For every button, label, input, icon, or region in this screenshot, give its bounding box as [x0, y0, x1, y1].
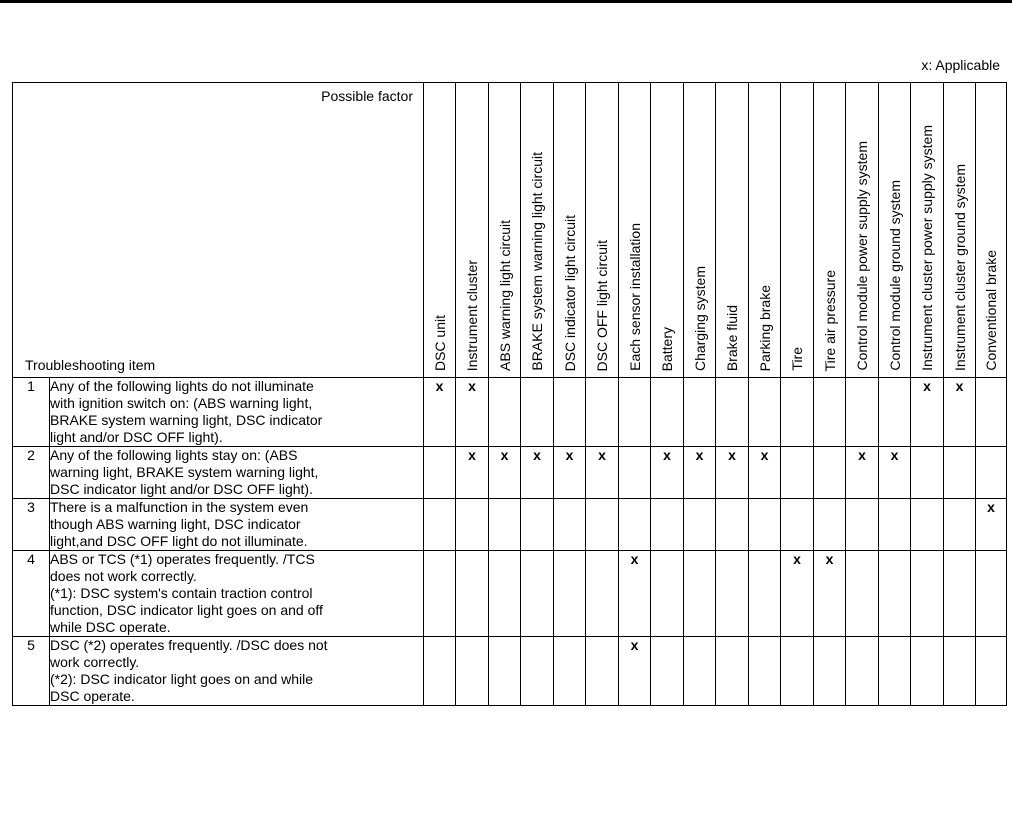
mark-cell: [716, 551, 749, 637]
mark-cell: [586, 447, 619, 499]
applicable-mark: x: [695, 447, 704, 463]
row-description: [50, 447, 424, 499]
mark-cell: [456, 499, 489, 551]
factor-label: Brake fluid: [724, 304, 740, 371]
mark-cell: [521, 378, 554, 447]
mark-cell: [781, 637, 814, 706]
mark-cell: [749, 551, 781, 637]
factor-label: Battery: [659, 326, 675, 371]
mark-cell: [489, 637, 521, 706]
mark-cell: [684, 378, 716, 447]
factor-label: DSC indicator light circuit: [561, 214, 578, 371]
factor-header-4: [554, 83, 586, 378]
mark-cell: [651, 637, 684, 706]
mark-cell: [456, 637, 489, 706]
row-number: 3: [13, 499, 50, 551]
factor-header-6: [619, 83, 651, 378]
mark-cell: [651, 447, 684, 499]
mark-cell: [716, 378, 749, 447]
factor-header-9: [716, 83, 749, 378]
mark-cell: [521, 447, 554, 499]
mark-cell: [814, 447, 846, 499]
factor-header-14: [879, 83, 911, 378]
mark-cell: [619, 447, 651, 499]
mark-cell: [911, 499, 944, 551]
mark-cell: [781, 378, 814, 447]
applicable-mark: x: [500, 447, 509, 463]
mark-cell: [976, 378, 1007, 447]
applicable-mark: x: [533, 447, 541, 463]
mark-cell: [424, 637, 456, 706]
description-line: while DSC operate.: [50, 619, 171, 635]
mark-cell: [456, 551, 489, 637]
mark-cell: [749, 447, 781, 499]
mark-cell: [879, 378, 911, 447]
mark-cell: [944, 637, 976, 706]
description-line: Any of the following lights stay on: (ABS: [50, 447, 298, 463]
factor-label: Control module ground system: [886, 180, 903, 371]
applicable-mark: x: [793, 551, 801, 567]
mark-cell: [846, 447, 879, 499]
factor-label: Instrument cluster: [464, 259, 480, 371]
mark-cell: [911, 378, 944, 447]
mark-cell: [684, 499, 716, 551]
mark-cell: [684, 551, 716, 637]
mark-cell: [781, 551, 814, 637]
mark-cell: [944, 499, 976, 551]
mark-cell: [619, 637, 651, 706]
factor-header-17: [976, 83, 1007, 378]
description-line: work correctly.: [50, 654, 140, 670]
mark-cell: [619, 378, 651, 447]
mark-cell: [879, 637, 911, 706]
mark-cell: [586, 551, 619, 637]
applicable-mark: x: [890, 447, 899, 463]
mark-cell: [456, 447, 489, 499]
mark-cell: [424, 447, 456, 499]
factor-header-13: [846, 83, 879, 378]
mark-cell: [944, 447, 976, 499]
mark-cell: [976, 447, 1007, 499]
mark-cell: [976, 499, 1007, 551]
mark-cell: [684, 447, 716, 499]
description-line: Any of the following lights do not illuminate: [50, 378, 314, 394]
mark-cell: [814, 378, 846, 447]
row-description: [50, 378, 424, 447]
mark-cell: [521, 499, 554, 551]
mark-cell: [586, 637, 619, 706]
description-line: DSC (*2) operates frequently. /DSC does not: [50, 637, 328, 653]
mark-cell: [684, 637, 716, 706]
mark-cell: [554, 637, 586, 706]
factor-header-2: [489, 83, 521, 378]
mark-cell: [586, 499, 619, 551]
applicable-mark: x: [663, 447, 671, 463]
mark-cell: [814, 637, 846, 706]
factor-header-5: [586, 83, 619, 378]
mark-cell: [424, 499, 456, 551]
mark-cell: [619, 499, 651, 551]
mark-cell: [814, 551, 846, 637]
table-row: [13, 499, 1007, 551]
factor-header-16: [944, 83, 976, 378]
troubleshooting-matrix: [12, 82, 1007, 706]
factor-label: ABS warning light circuit: [496, 220, 513, 371]
applicable-mark: x: [858, 447, 866, 463]
mark-cell: [489, 447, 521, 499]
mark-cell: [554, 499, 586, 551]
factor-label: Conventional brake: [983, 250, 999, 371]
row-number: 5: [13, 637, 50, 706]
factor-label: Instrument cluster power supply system: [919, 125, 935, 371]
mark-cell: [619, 551, 651, 637]
mark-cell: [911, 447, 944, 499]
factor-header-3: [521, 83, 554, 378]
applicable-mark: x: [955, 378, 964, 394]
mark-cell: [846, 499, 879, 551]
applicable-mark: x: [598, 447, 606, 463]
table-row: [13, 551, 1007, 637]
factor-label: Instrument cluster ground system: [951, 164, 968, 371]
mark-cell: [489, 499, 521, 551]
factor-label: Control module power supply system: [854, 141, 870, 371]
factor-header-7: [651, 83, 684, 378]
row-description: [50, 637, 424, 706]
description-line: DSC indicator light and/or DSC OFF light).: [50, 481, 313, 497]
applicable-mark: x: [468, 447, 476, 463]
mark-cell: [716, 499, 749, 551]
mark-cell: [749, 637, 781, 706]
possible-factor-label: Possible factor: [321, 88, 413, 104]
mark-cell: [781, 447, 814, 499]
factor-label: Charging system: [691, 265, 708, 371]
description-line: ABS or TCS (*1) operates frequently. /TCS: [50, 551, 315, 567]
mark-cell: [944, 378, 976, 447]
factor-header-0: [424, 83, 456, 378]
factor-header-10: [749, 83, 781, 378]
description-line: BRAKE system warning light, DSC indicator: [50, 412, 323, 428]
factor-label: Each sensor installation: [626, 223, 643, 371]
mark-cell: [879, 499, 911, 551]
mark-cell: [651, 378, 684, 447]
mark-cell: [554, 551, 586, 637]
troubleshooting-item-label: Troubleshooting item: [25, 357, 156, 373]
mark-cell: [521, 637, 554, 706]
mark-cell: [489, 551, 521, 637]
applicable-mark: x: [728, 447, 736, 463]
mark-cell: [879, 551, 911, 637]
table-row: [13, 447, 1007, 499]
factor-header-11: [781, 83, 814, 378]
mark-cell: [846, 637, 879, 706]
description-line: light,and DSC OFF light do not illuminate.: [50, 533, 308, 549]
mark-cell: [749, 499, 781, 551]
row-description: [50, 551, 424, 637]
header-row: [13, 83, 1007, 378]
mark-cell: [521, 551, 554, 637]
description-line: light and/or DSC OFF light).: [50, 429, 223, 445]
description-line: (*1): DSC system's contain traction control: [50, 585, 313, 601]
top-rule: [0, 0, 1012, 3]
description-line: (*2): DSC indicator light goes on and while: [50, 671, 314, 687]
mark-cell: [554, 447, 586, 499]
mark-cell: [716, 637, 749, 706]
factor-header-12: [814, 83, 846, 378]
mark-cell: [424, 378, 456, 447]
factor-label: Parking brake: [756, 284, 773, 371]
mark-cell: [911, 551, 944, 637]
mark-cell: [489, 378, 521, 447]
mark-cell: [846, 378, 879, 447]
applicable-legend: x: Applicable: [921, 57, 1000, 73]
applicable-mark: x: [565, 447, 574, 463]
mark-cell: [911, 637, 944, 706]
mark-cell: [651, 499, 684, 551]
description-line: There is a malfunction in the system even: [50, 499, 309, 515]
mark-cell: [716, 447, 749, 499]
mark-cell: [456, 378, 489, 447]
applicable-mark: x: [435, 378, 444, 394]
table-row: [13, 637, 1007, 706]
factor-header-8: [684, 83, 716, 378]
row-number: 2: [13, 447, 50, 499]
table-row: [13, 378, 1007, 447]
mark-cell: [976, 551, 1007, 637]
mark-cell: [879, 447, 911, 499]
mark-cell: [846, 551, 879, 637]
mark-cell: [586, 378, 619, 447]
applicable-mark: x: [923, 378, 931, 394]
factor-label: DSC OFF light circuit: [594, 239, 610, 371]
applicable-mark: x: [630, 637, 639, 653]
mark-cell: [424, 551, 456, 637]
mark-cell: [749, 378, 781, 447]
mark-cell: [651, 551, 684, 637]
mark-cell: [976, 637, 1007, 706]
factor-header-15: [911, 83, 944, 378]
applicable-mark: x: [825, 551, 834, 567]
factor-label: DSC unit: [431, 314, 448, 371]
description-line: function, DSC indicator light goes on and off: [50, 602, 323, 618]
description-line: warning light, BRAKE system warning light,: [50, 464, 319, 480]
factor-label: BRAKE system warning light circuit: [529, 152, 545, 371]
mark-cell: [554, 378, 586, 447]
applicable-mark: x: [760, 447, 769, 463]
description-line: does not work correctly.: [50, 568, 197, 584]
factor-label: Tire: [789, 347, 805, 371]
mark-cell: [944, 551, 976, 637]
row-number: 4: [13, 551, 50, 637]
description-line: though ABS warning light, DSC indicator: [50, 516, 301, 532]
description-line: DSC operate.: [50, 688, 135, 704]
mark-cell: [781, 499, 814, 551]
applicable-mark: x: [987, 499, 995, 515]
description-line: with ignition switch on: (ABS warning light,: [50, 395, 313, 411]
mark-cell: [814, 499, 846, 551]
row-number: 1: [13, 378, 50, 447]
header-corner-cell: [13, 83, 424, 378]
applicable-mark: x: [630, 551, 639, 567]
row-description: [50, 499, 424, 551]
factor-header-1: [456, 83, 489, 378]
applicable-mark: x: [468, 378, 476, 394]
factor-label: Tire air pressure: [821, 269, 838, 371]
